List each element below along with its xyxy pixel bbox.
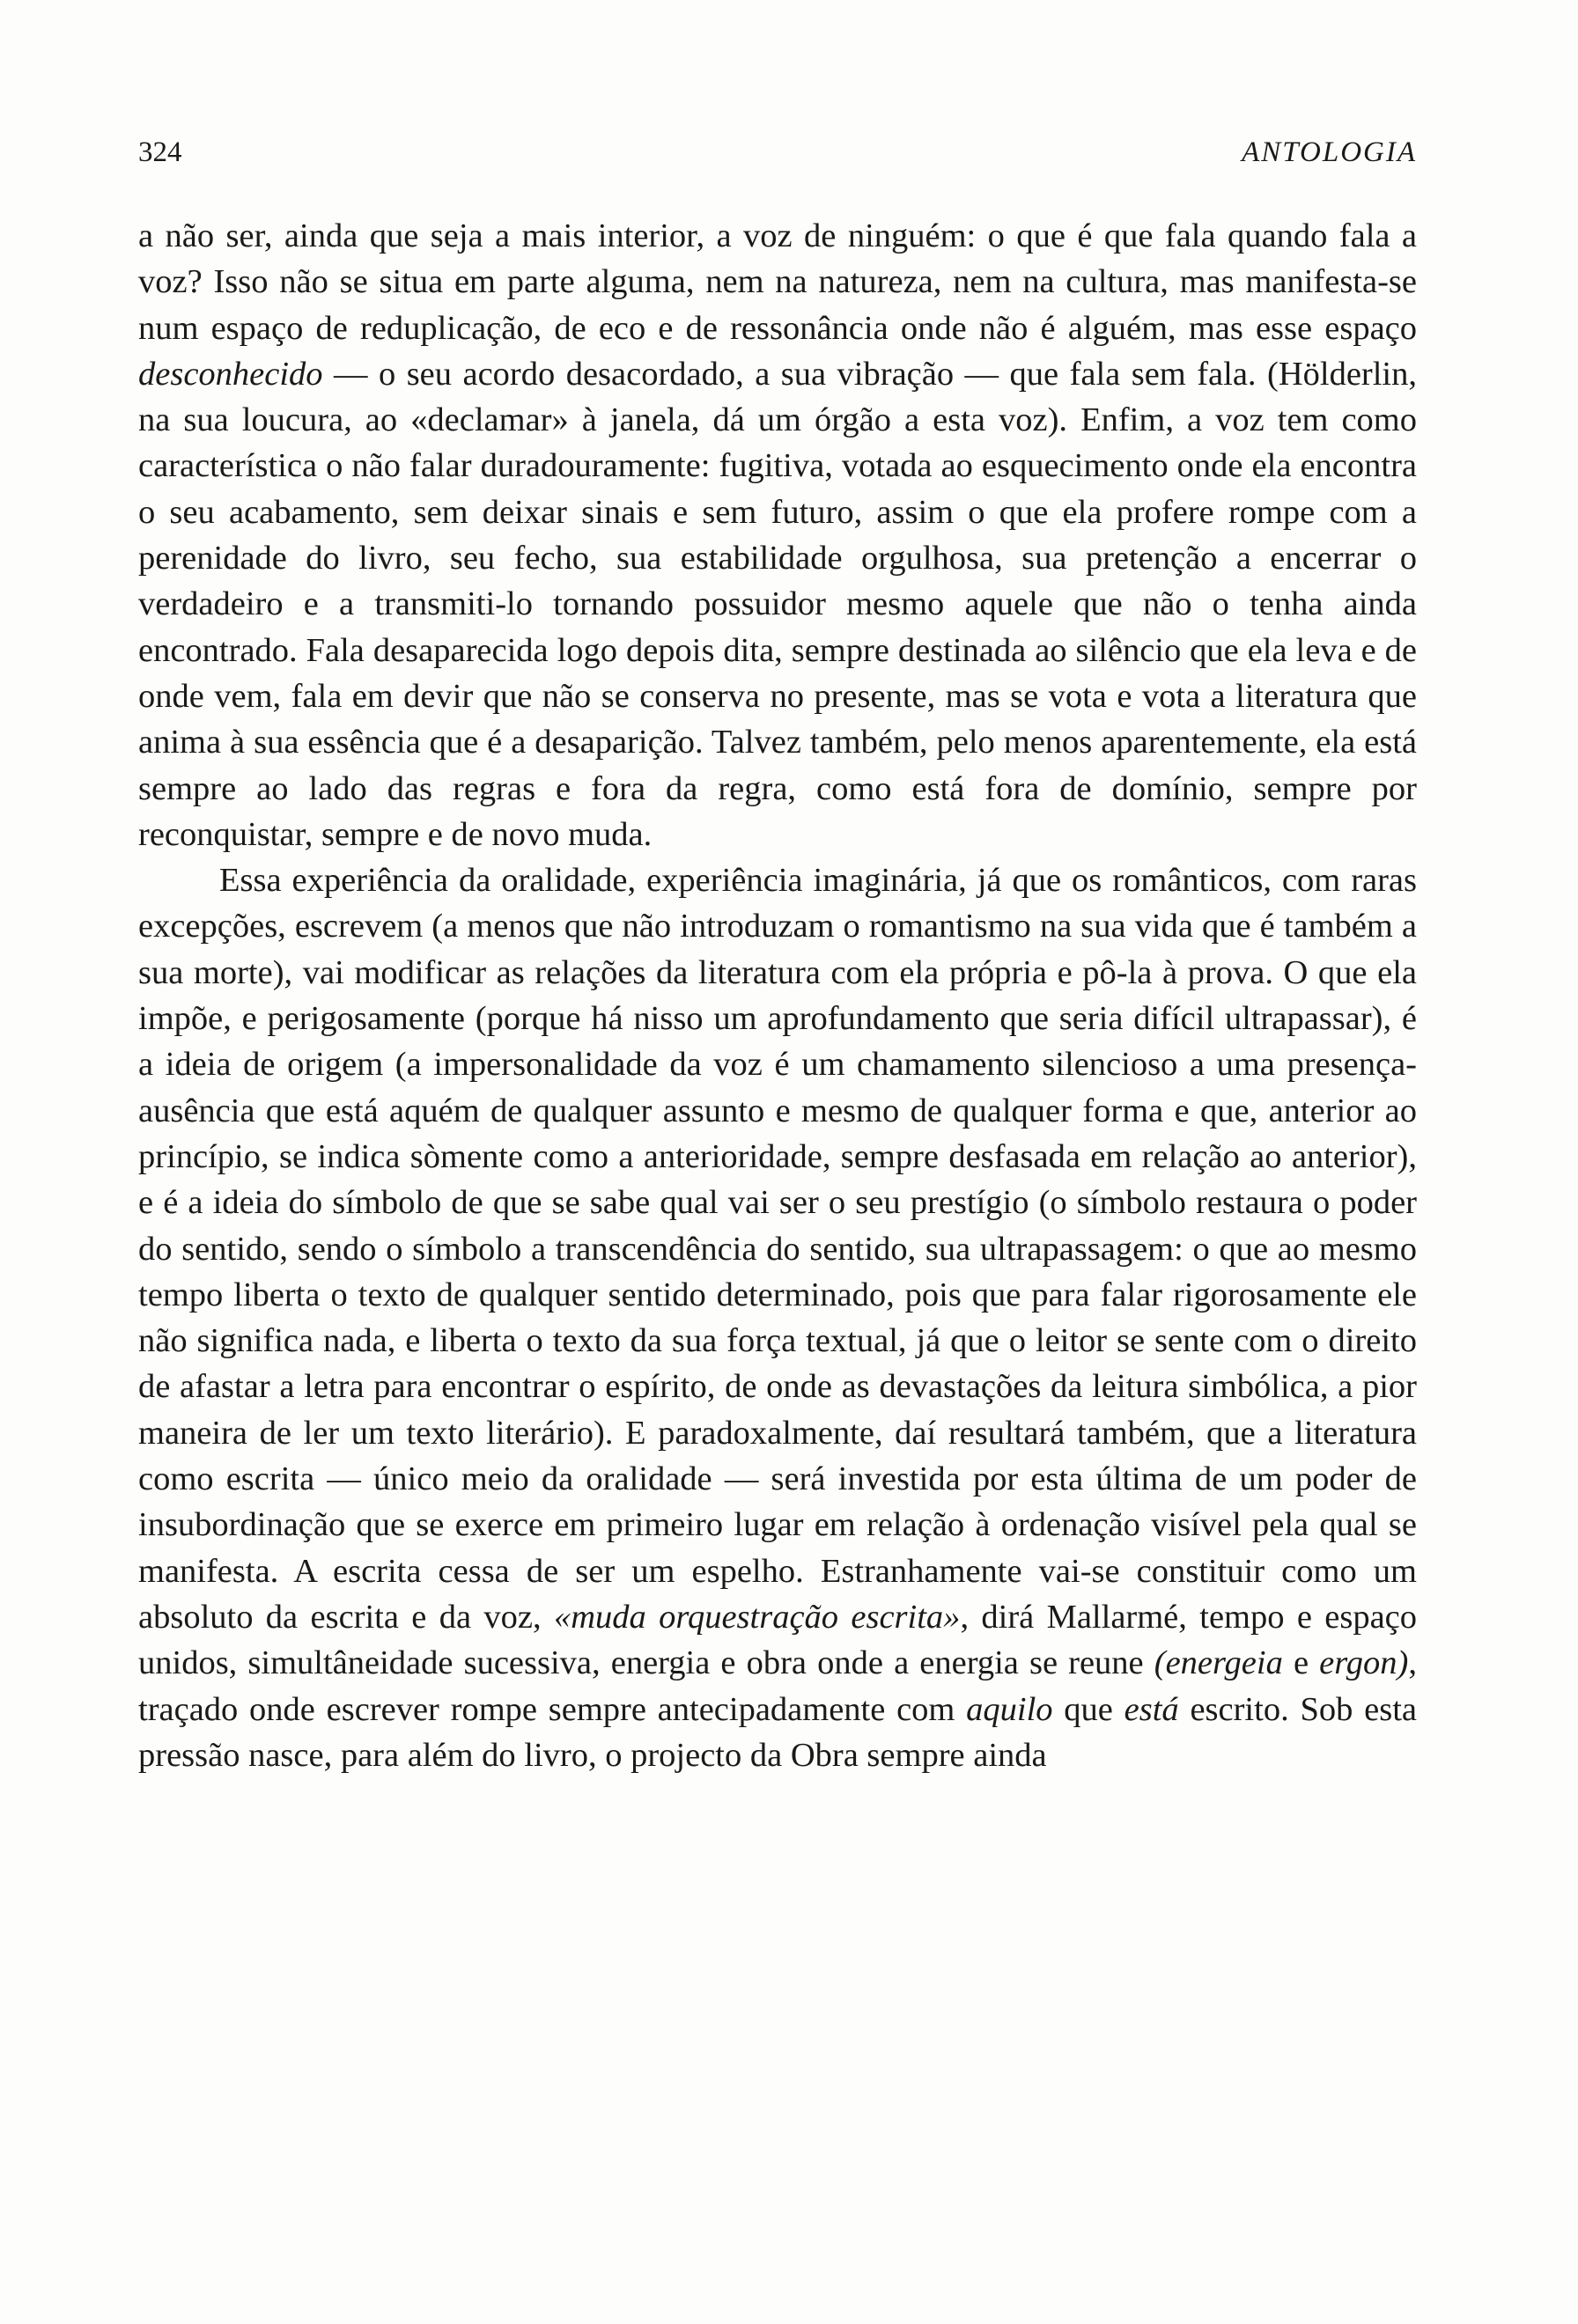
text-run: escrito. Sob esta pressão nasce, para além do livro, o projecto da Obra sempre ainda [138, 1690, 1417, 1774]
italic-run: aquilo [966, 1690, 1053, 1728]
text-run: a não ser, ainda que seja a mais interior, a voz de ninguém: o que é que fala quando fala a voz? Isso não se situa em parte alguma, nem na natureza, nem na cultura, mas manifesta-se num espaço de reduplicação, de eco e de ressonância onde não é alguém, mas esse espaço [138, 217, 1417, 347]
paragraph-2 [138, 857, 1417, 1778]
italic-run: (energeia [1154, 1644, 1283, 1682]
italic-run: desconhecido [138, 355, 323, 393]
section-title: ANTOLOGIA [1242, 136, 1417, 168]
body-text [138, 213, 1417, 1778]
text-run: e [1282, 1644, 1320, 1682]
text-run: Essa experiência da oralidade, experiência imaginária, já que os românticos, com raras excepções, escrevem (a menos que não introduzam o romantismo na sua vida que é também a sua morte), vai modificar as relações da literatura com ela própria e pô-la à prova. O que ela impõe, e perigosamente (porque há nisso um aprofundamento que seria difícil ultrapassar), é a ideia de origem (a impersonalidade da voz é um chamamento silencioso a uma presença-ausência que está aquém de qualquer assunto e mesmo de qualquer forma e que, anterior ao princípio, se indica sòmente como a anterioridade, sempre desfasada em relação ao anterior), e é a ideia do símbolo de que se sabe qual vai ser o seu prestígio (o símbolo restaura o poder do sentido, sendo o símbolo a transcendência do sentido, sua ultrapassagem: o que ao mesmo tempo liberta o texto de qualquer sentido determinado, pois que para falar rigorosamente ele não significa nada, e liberta o texto da sua força textual, já que o leitor se sente com o direito de afastar a letra para encontrar o espírito, de onde as devastações da leitura simbólica, a pior maneira de ler um texto literário). E paradoxalmente, daí resultará também, que a literatura como escrita — único meio da oralidade — será investida por esta última de um poder de insubordinação que se exerce em primeiro lugar em relação à ordenação visível pela qual se manifesta. A escrita cessa de ser um espelho. Estranhamente vai-se constituir como um absoluto da escrita e da voz, [138, 862, 1417, 1636]
text-run: , dirá Mallarmé, tempo e espaço unidos, simultâneidade sucessiva, energia e obra onde a energia se reune [138, 1598, 1418, 1682]
text-run: que [1052, 1690, 1125, 1728]
paragraph-1 [138, 213, 1417, 857]
text-run: , traçado onde escrever rompe sempre antecipadamente com [138, 1644, 1417, 1728]
running-head [138, 130, 1417, 174]
text-run: — o seu acordo desacordado, a sua vibração — que fala sem fala. (Hölderlin, na sua loucura, ao «declamar» à janela, dá um órgão a esta voz). Enfim, a voz tem como característica o não falar duradouramente: fugitiva, votada ao esquecimento onde ela encontra o seu acabamento, sem deixar sinais e sem futuro, assim o que ela profere rompe com a perenidade do livro, seu fecho, sua estabilidade orgulhosa, sua pretenção a encerrar o verdadeiro e a transmiti-lo tornando possuidor mesmo aquele que não o tenha ainda encontrado. Fala desaparecida logo depois dita, sempre destinada ao silêncio que ela leva e de onde vem, fala em devir que não se conserva no presente, mas se vota e vota a literatura que anima à sua essência que é a desaparição. Talvez também, pelo menos aparentemente, ela está sempre ao lado das regras e fora da regra, como está fora de domínio, sempre por reconquistar, sempre e de novo muda. [138, 355, 1417, 853]
italic-run: «muda orquestração escrita» [554, 1598, 961, 1636]
page-number: 324 [138, 136, 182, 168]
italic-run: ergon) [1319, 1644, 1409, 1682]
italic-run: está [1124, 1690, 1179, 1728]
